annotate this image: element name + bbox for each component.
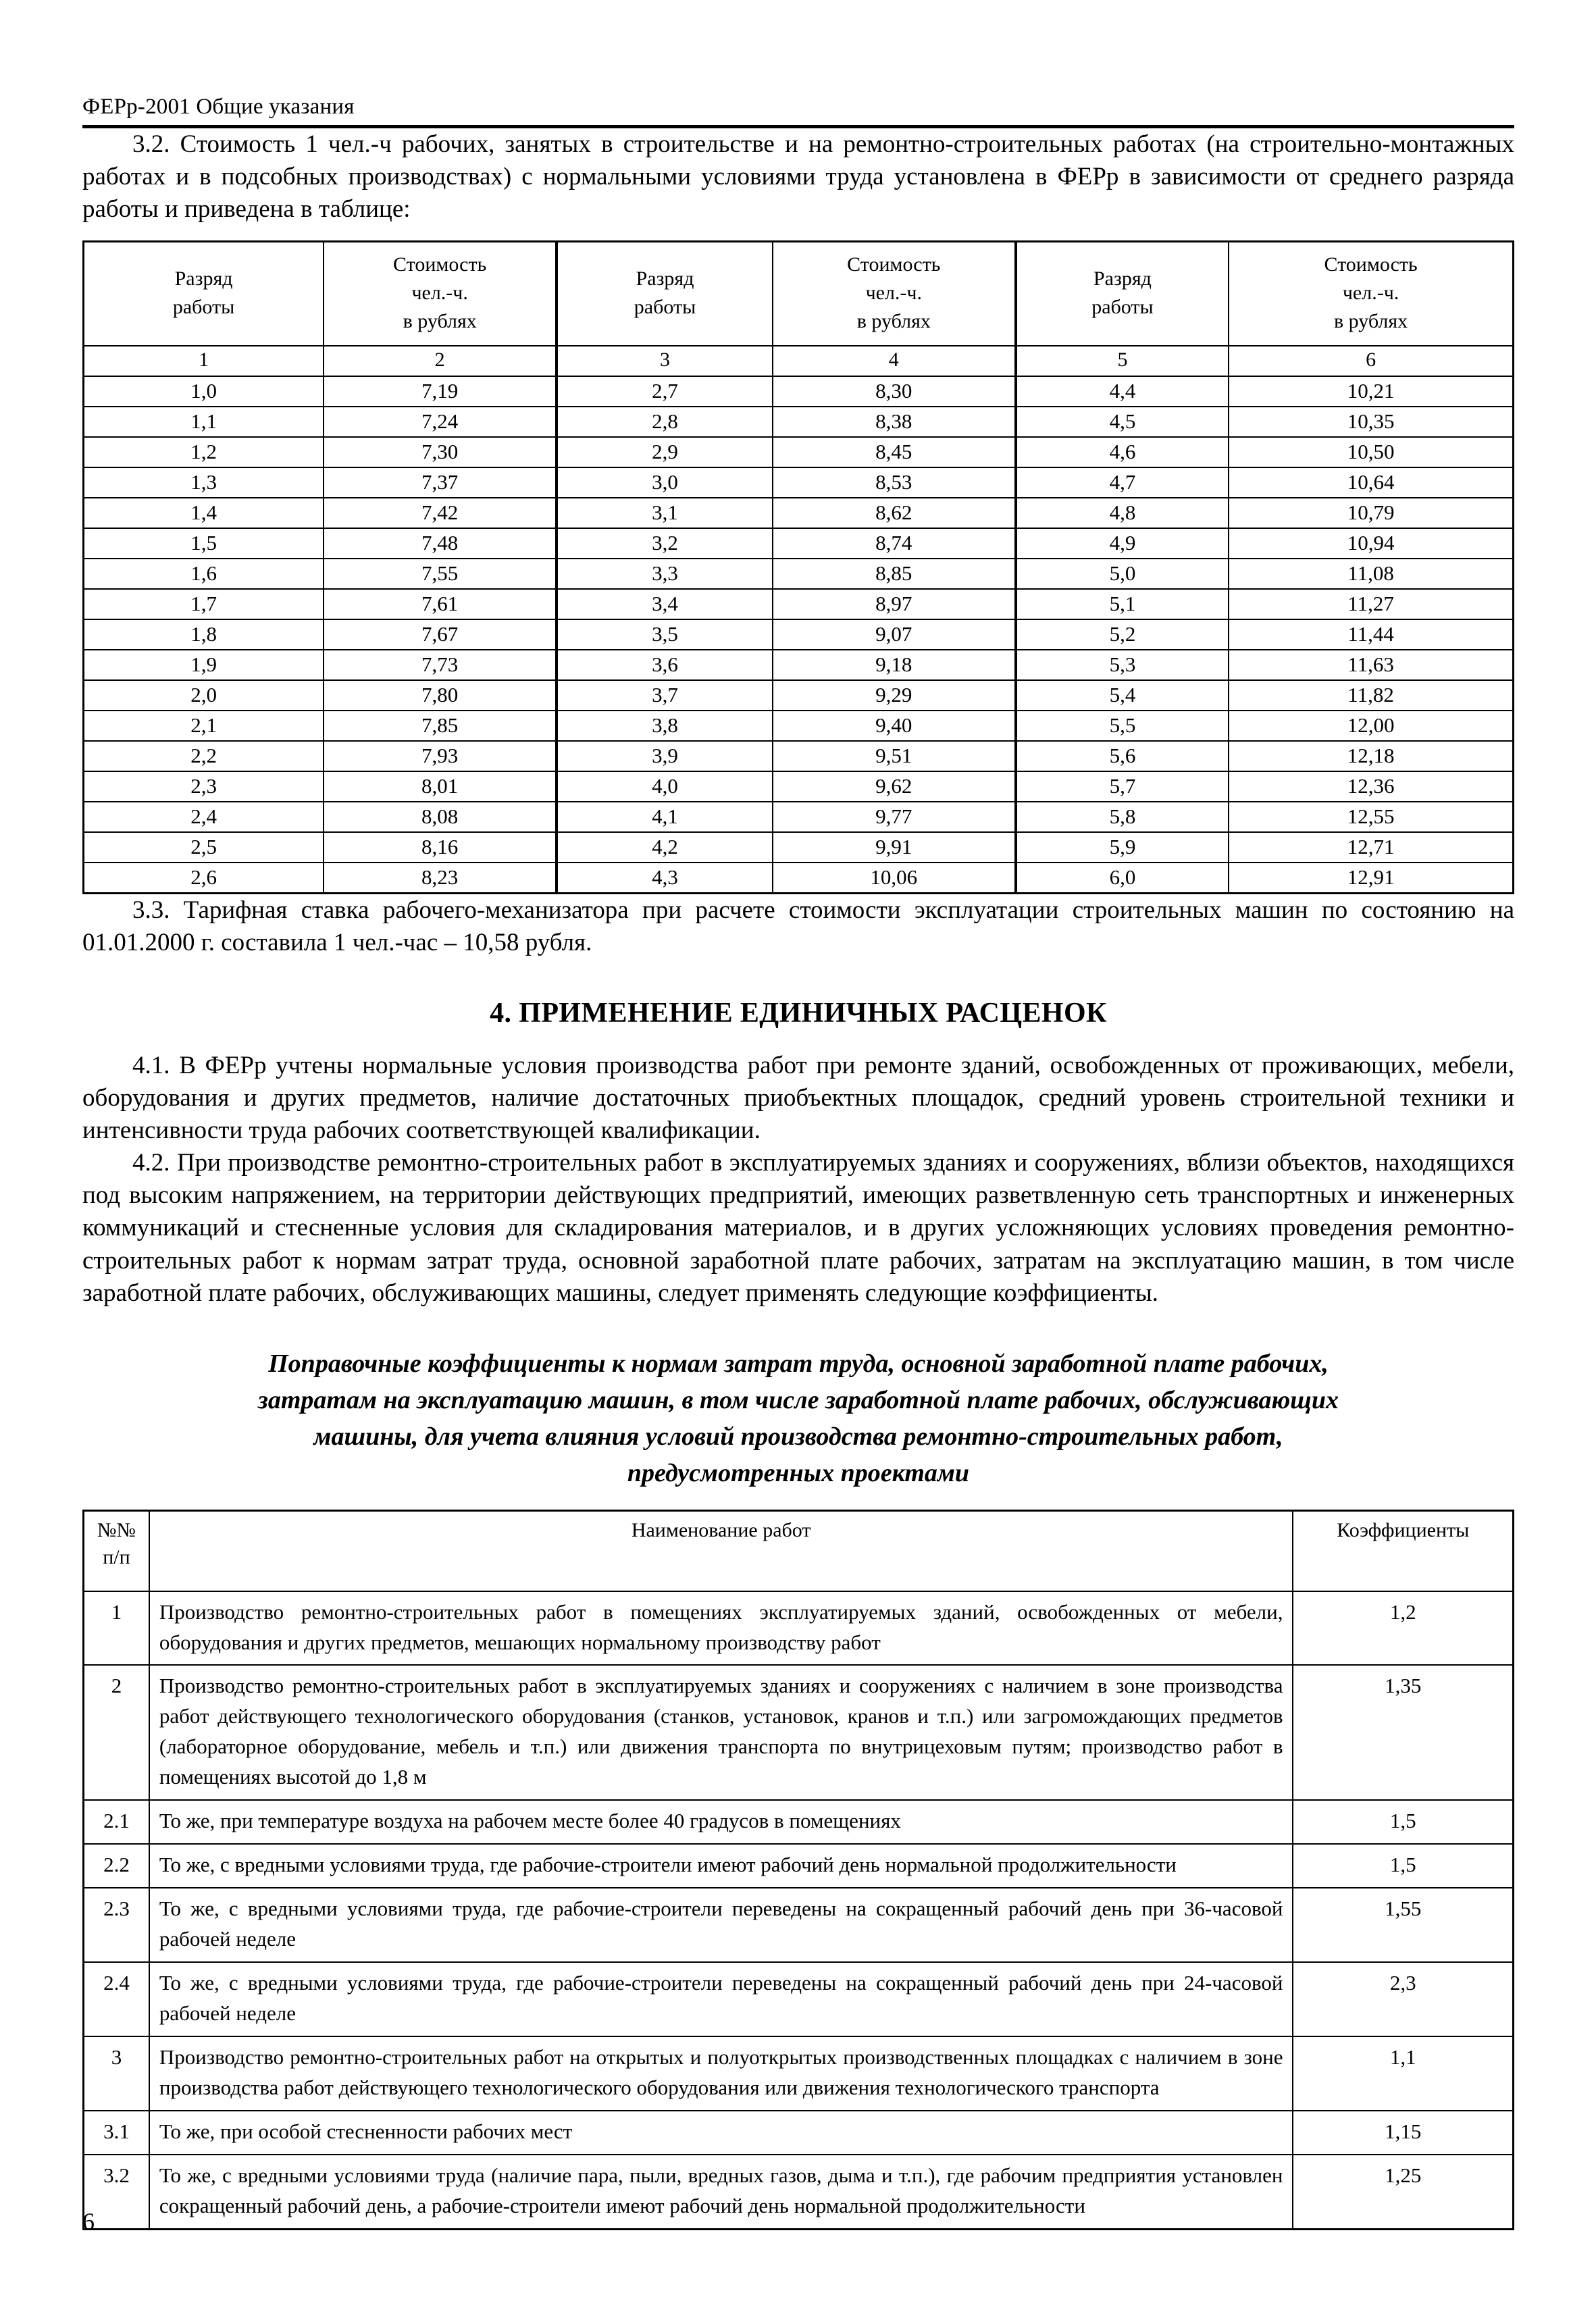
coefficients-table-body [84,1591,1514,2229]
rates-table-body [84,376,1514,894]
rates-header-grade-2 [557,242,773,346]
coefficients-cell-name: То же, при температуре воздуха на рабочем месте более 40 градусов в помещениях [149,1800,1293,1844]
table-row [84,376,1514,407]
rates-cell: 9,77 [773,802,1016,832]
coefficients-cell-no: 3 [84,2036,149,2111]
rates-cell: 4,2 [557,832,773,863]
coefficients-heading-line-1: Поправочные коэффициенты к нормам затрат труда, основной заработной плате рабочих, [268,1349,1329,1378]
rates-cell: 12,55 [1229,802,1513,832]
rates-cell: 10,35 [1229,407,1513,437]
coefficients-heading-line-3: машины, для учета влияния условий производства ремонтно-строительных работ, [313,1422,1283,1451]
rates-cell: 9,18 [773,650,1016,680]
rates-cell: 10,21 [1229,376,1513,407]
rates-cell: 2,1 [84,711,324,741]
coefficients-cell-name: То же, с вредными условиями труда, где рабочие-строители переведены на сокращенный рабочий день при 24-часовой рабочей неделе [149,1962,1293,2036]
table-row [84,407,1514,437]
coefficients-cell-no: 1 [84,1591,149,1666]
rates-cell: 4,8 [1016,498,1229,528]
coefficients-header-no [84,1510,149,1591]
rates-cell: 3,5 [557,619,773,650]
rates-cell: 7,30 [324,437,557,467]
coefficients-table-head [84,1510,1514,1591]
table-row [84,2111,1514,2155]
coefficients-cell-name: Производство ремонтно-строительных работ на открытых и полуоткрытых производственных площадках с наличием в зоне производства работ действующего технологического оборудования или движения технологического транспорта [149,2036,1293,2111]
coefficients-cell-value: 1,55 [1293,1888,1513,1962]
coefficients-cell-value: 1,5 [1293,1800,1513,1844]
table-row [84,863,1514,894]
rates-header-grade-2-l2: работы [634,296,696,319]
table-row [84,832,1514,863]
table-row [84,2155,1514,2229]
table-row [84,528,1514,559]
rates-header-row [84,242,1514,346]
rates-cell: 7,19 [324,376,557,407]
rates-cell: 11,82 [1229,680,1513,711]
paragraph-3-2: 3.2. Стоимость 1 чел.-ч рабочих, занятых в строительстве и на ремонтно-строительных работах (на строительно-монтажных работах и в подсобных производствах) с нормальными условиями труда установлена в ФЕРр в зависимости от среднего разряда работы и приведена в таблице: [82,130,1514,224]
table-row [84,1844,1514,1888]
rates-cell: 2,0 [84,680,324,711]
rates-cell: 8,97 [773,589,1016,619]
coefficients-header-name: Наименование работ [149,1510,1293,1591]
rates-cell: 7,48 [324,528,557,559]
table-row [84,1591,1514,1666]
rates-header-cost-3-l1: Стоимость [1324,253,1418,276]
rates-column-number-row [84,346,1514,376]
paragraph-4-1: 4.1. В ФЕРр учтены нормальные условия производства работ при ремонте зданий, освобожденных от проживающих, мебели, оборудования и других предметов, наличие достаточных приобъектных площадок, средний уровень строительной техники и интенсивности труда рабочих соответствующей квалификации. [82,1052,1514,1145]
rates-cell: 4,9 [1016,528,1229,559]
rates-cell: 2,3 [84,771,324,802]
running-header: ФЕРр-2001 Общие указания [82,95,355,119]
rates-cell: 8,38 [773,407,1016,437]
rates-cell: 8,30 [773,376,1016,407]
rates-cell: 9,07 [773,619,1016,650]
rates-colnum-4: 4 [773,346,1016,376]
coefficients-header-no-l2: п/п [103,1546,130,1569]
rates-cell: 10,79 [1229,498,1513,528]
coefficients-cell-name: Производство ремонтно-строительных работ в эксплуатируемых зданиях и сооружениях с наличием в зоне производства работ действующего технологического оборудования (станков, установок, кранов и т.п.) или загромождающих предметов (лабораторное оборудование, мебель и т.п.) или движения транспорта по внутрицеховым путям; производство работ в помещениях высотой до 1,8 м [149,1665,1293,1800]
coefficients-cell-no: 3.2 [84,2155,149,2229]
table-row [84,1888,1514,1962]
rates-cell: 5,5 [1016,711,1229,741]
coefficients-cell-no: 2.3 [84,1888,149,1962]
table-row [84,437,1514,467]
rates-cell: 9,29 [773,680,1016,711]
table-row [84,650,1514,680]
rates-cell: 4,0 [557,771,773,802]
rates-cell: 1,2 [84,437,324,467]
rates-cell: 7,73 [324,650,557,680]
rates-cell: 9,40 [773,711,1016,741]
coefficients-header-no-l1: №№ [97,1518,136,1541]
rates-cell: 7,80 [324,680,557,711]
rates-cell: 3,6 [557,650,773,680]
rates-cell: 8,08 [324,802,557,832]
rates-cell: 5,3 [1016,650,1229,680]
table-row [84,467,1514,498]
rates-cell: 11,27 [1229,589,1513,619]
rates-cell: 8,53 [773,467,1016,498]
rates-cell: 8,23 [324,863,557,894]
rates-cell: 1,8 [84,619,324,650]
rates-header-cost-1 [324,242,557,346]
rates-cell: 5,1 [1016,589,1229,619]
rates-colnum-1: 1 [84,346,324,376]
rates-cell: 2,9 [557,437,773,467]
rates-cell: 10,64 [1229,467,1513,498]
rates-header-grade-3-l2: работы [1091,296,1154,319]
rates-cell: 12,18 [1229,741,1513,771]
rates-cell: 9,51 [773,741,1016,771]
rates-cell: 8,74 [773,528,1016,559]
rates-header-cost-1-l3: в рублях [403,310,477,333]
rates-cell: 7,85 [324,711,557,741]
rates-cell: 8,62 [773,498,1016,528]
rates-cell: 12,91 [1229,863,1513,894]
rates-cell: 2,4 [84,802,324,832]
rates-cell: 3,4 [557,589,773,619]
rates-cell: 1,7 [84,589,324,619]
rates-cell: 5,9 [1016,832,1229,863]
rates-cell: 3,7 [557,680,773,711]
rates-cell: 7,61 [324,589,557,619]
rates-cell: 3,3 [557,559,773,589]
rates-cell: 5,0 [1016,559,1229,589]
rates-header-cost-1-l1: Стоимость [393,253,487,276]
coefficients-cell-name: То же, с вредными условиями труда, где рабочие-строители имеют рабочий день нормальной продолжительности [149,1844,1293,1888]
coefficients-heading [82,1346,1514,1492]
rates-cell: 7,42 [324,498,557,528]
rates-cell: 4,3 [557,863,773,894]
table-row [84,619,1514,650]
coefficients-cell-value: 1,35 [1293,1665,1513,1800]
rates-cell: 8,45 [773,437,1016,467]
coefficients-cell-name: То же, с вредными условиями труда, где рабочие-строители переведены на сокращенный рабочий день при 36-часовой рабочей неделе [149,1888,1293,1962]
coefficients-cell-value: 2,3 [1293,1962,1513,2036]
rates-cell: 3,0 [557,467,773,498]
rates-header-cost-2-l1: Стоимость [847,253,941,276]
rates-cell: 9,62 [773,771,1016,802]
rates-cell: 11,44 [1229,619,1513,650]
coefficients-cell-no: 2.2 [84,1844,149,1888]
rates-table-head [84,242,1514,376]
rates-cell: 5,6 [1016,741,1229,771]
rates-colnum-3: 3 [557,346,773,376]
rates-cell: 4,6 [1016,437,1229,467]
table-row [84,1800,1514,1844]
rates-header-grade-1 [84,242,324,346]
rates-cell: 12,36 [1229,771,1513,802]
coefficients-cell-no: 2.1 [84,1800,149,1844]
rates-cell: 2,2 [84,741,324,771]
rates-cell: 2,5 [84,832,324,863]
table-row [84,2036,1514,2111]
rates-cell: 10,50 [1229,437,1513,467]
table-row [84,802,1514,832]
rates-cell: 7,37 [324,467,557,498]
coefficients-heading-line-4: предусмотренных проектами [627,1458,970,1487]
rates-cell: 6,0 [1016,863,1229,894]
rates-header-grade-3-l1: Разряд [1093,267,1152,290]
rates-header-cost-1-l2: чел.-ч. [411,282,468,305]
rates-cell: 9,91 [773,832,1016,863]
rates-cell: 2,8 [557,407,773,437]
table-row [84,1962,1514,2036]
rates-cell: 8,85 [773,559,1016,589]
coefficients-header-coef: Коэффициенты [1293,1510,1513,1591]
coefficients-cell-no: 3.1 [84,2111,149,2155]
coefficients-cell-no: 2 [84,1665,149,1800]
rates-cell: 7,24 [324,407,557,437]
rates-cell: 11,08 [1229,559,1513,589]
rates-colnum-5: 5 [1016,346,1229,376]
paragraph-3-3: 3.3. Тарифная ставка рабочего-механизатора при расчете стоимости эксплуатации строительных машин по состоянию на 01.01.2000 г. составила 1 чел.-час – 10,58 рубля. [82,896,1514,956]
rates-table [82,240,1514,894]
coefficients-cell-name: То же, с вредными условиями труда (наличие пара, пыли, вредных газов, дыма и т.п.), где рабочим предприятия установлен сокращенный рабочий день, а рабочие-строители имеют рабочий день нормальной продолжительности [149,2155,1293,2229]
coefficients-cell-value: 1,5 [1293,1844,1513,1888]
rates-header-grade-2-l1: Разряд [636,267,694,290]
coefficients-cell-name: Производство ремонтно-строительных работ в помещениях эксплуатируемых зданий, освобожденных от мебели, оборудования и других предметов, мешающих нормальному производству работ [149,1591,1293,1666]
rates-colnum-6: 6 [1229,346,1513,376]
rates-cell: 3,9 [557,741,773,771]
page-content [82,0,1514,2230]
rates-header-cost-3-l3: в рублях [1333,310,1408,333]
rates-cell: 8,01 [324,771,557,802]
rates-colnum-2: 2 [324,346,557,376]
rates-cell: 12,71 [1229,832,1513,863]
rates-cell: 2,6 [84,863,324,894]
rates-cell: 12,00 [1229,711,1513,741]
coefficients-heading-line-2: затратам на эксплуатацию машин, в том числе заработной плате рабочих, обслуживающих [258,1385,1339,1414]
table-row [84,1665,1514,1800]
page-number: 6 [82,2208,95,2235]
coefficients-cell-value: 1,2 [1293,1591,1513,1666]
rates-cell: 1,5 [84,528,324,559]
table-row [84,589,1514,619]
section-4-title: 4. ПРИМЕНЕНИЕ ЕДИНИЧНЫХ РАСЦЕНОК [490,998,1107,1029]
rates-cell: 7,67 [324,619,557,650]
rates-cell: 1,9 [84,650,324,680]
rates-cell: 10,94 [1229,528,1513,559]
rates-cell: 4,7 [1016,467,1229,498]
rates-cell: 1,0 [84,376,324,407]
rates-header-grade-1-l1: Разряд [174,267,233,290]
table-row [84,498,1514,528]
rates-cell: 5,8 [1016,802,1229,832]
rates-cell: 4,1 [557,802,773,832]
rates-cell: 2,7 [557,376,773,407]
rates-cell: 11,63 [1229,650,1513,680]
rates-cell: 4,5 [1016,407,1229,437]
rates-header-cost-2-l2: чел.-ч. [865,282,923,305]
table-row [84,680,1514,711]
coefficients-cell-value: 1,25 [1293,2155,1513,2229]
rates-cell: 5,7 [1016,771,1229,802]
rates-cell: 5,2 [1016,619,1229,650]
table-row [84,711,1514,741]
table-row [84,741,1514,771]
table-row [84,559,1514,589]
rates-cell: 1,6 [84,559,324,589]
rates-cell: 7,55 [324,559,557,589]
coefficients-cell-name: То же, при особой стесненности рабочих мест [149,2111,1293,2155]
coefficients-cell-value: 1,1 [1293,2036,1513,2111]
table-row [84,771,1514,802]
rates-cell: 1,3 [84,467,324,498]
coefficients-header-row [84,1510,1514,1591]
rates-header-cost-3 [1229,242,1513,346]
rates-cell: 3,8 [557,711,773,741]
rates-cell: 1,1 [84,407,324,437]
rates-cell: 1,4 [84,498,324,528]
rates-header-grade-3 [1016,242,1229,346]
rates-header-cost-3-l2: чел.-ч. [1342,282,1399,305]
rates-header-cost-2-l3: в рублях [856,310,931,333]
rates-cell: 3,1 [557,498,773,528]
rates-header-grade-1-l2: работы [172,296,235,319]
rates-cell: 3,2 [557,528,773,559]
paragraph-4-2: 4.2. При производстве ремонтно-строительных работ в эксплуатируемых зданиях и сооружениях, вблизи объектов, находящихся под высоким напряжением, на территории действующих предприятий, имеющих разветвленную сеть транспортных и инженерных коммуникаций и стесненные условия для складирования материалов, и в других усложняющих условиях проведения ремонтно-строительных работ к нормам затрат труда, основной заработной плате рабочих, затратам на эксплуатацию машин, в том числе заработной плате рабочих, обслуживающих машины, следует применять следующие коэффициенты. [82,1149,1514,1307]
coefficients-cell-no: 2.4 [84,1962,149,2036]
rates-cell: 10,06 [773,863,1016,894]
coefficients-cell-value: 1,15 [1293,2111,1513,2155]
rates-header-cost-2 [773,242,1016,346]
rates-cell: 4,4 [1016,376,1229,407]
rates-cell: 8,16 [324,832,557,863]
rates-cell: 5,4 [1016,680,1229,711]
coefficients-table [82,1510,1514,2230]
rates-cell: 7,93 [324,741,557,771]
